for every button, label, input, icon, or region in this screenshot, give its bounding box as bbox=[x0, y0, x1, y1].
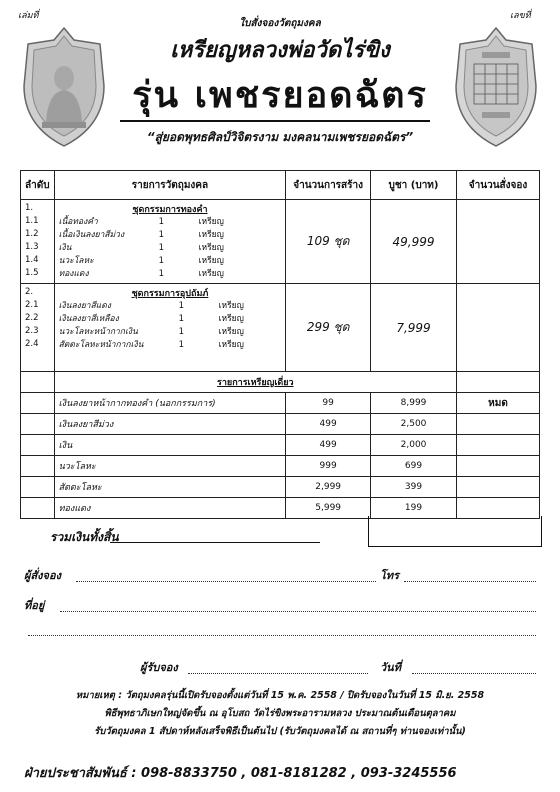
slogan: “สู่ยอดพุทธศิลป์วิจิตรงาม มงคลนามเพชรยอดฉัตร” bbox=[146, 130, 414, 144]
phone-label: โทร bbox=[380, 569, 400, 582]
remark-line-1: หมายเหตุ : วัตถุมงคลรุ่นนี้เปิดรับจองตั้งแต่วันที่ 15 พ.ค. 2558 / ปิดรับจองในวันที่ 15 มิ.ย. 2558 bbox=[75, 690, 485, 701]
contact-phones: ฝ่ายประชาสัมพันธ์ : 098-8833750 , 081-8181282 , 093-3245556 bbox=[24, 766, 457, 781]
order-form-subtitle: ใบสั่งจองวัตถุมงคล bbox=[239, 18, 321, 29]
col-header-price: บูชา (บาท) bbox=[370, 171, 456, 200]
singles-header-row bbox=[21, 372, 540, 393]
set2-qty: 299 ชุด bbox=[286, 284, 371, 372]
col-header-item: รายการวัตถุมงคล bbox=[54, 171, 286, 200]
set2-subno: 2.4 bbox=[25, 339, 39, 349]
serial-number-label: เลขที่ bbox=[510, 11, 531, 21]
page-title: เหรียญหลวงพ่อวัดไร่ขิง bbox=[170, 38, 390, 63]
table-row bbox=[21, 435, 540, 456]
single-qty: 99 bbox=[286, 393, 371, 414]
list-item: เนื้อทองคำ 1 เหรียญ bbox=[58, 217, 224, 227]
single-qty: 5,999 bbox=[286, 498, 371, 519]
col-header-order: จำนวนสั่งจอง bbox=[457, 171, 540, 200]
list-item: เงินลงยาสีเหลือง 1 เหรียญ bbox=[58, 314, 244, 324]
col-header-qty: จำนวนการสร้าง bbox=[286, 171, 371, 200]
set1-subno: 1.1 bbox=[25, 216, 39, 226]
phone-field[interactable] bbox=[404, 580, 536, 582]
set1-price: 49,999 bbox=[370, 200, 456, 284]
col-header-no: ลำดับ bbox=[21, 171, 55, 200]
single-price: 2,500 bbox=[370, 414, 456, 435]
set1-title: ชุดกรรมการทองคำ bbox=[132, 205, 208, 215]
set1-subno: 1.3 bbox=[25, 242, 39, 252]
set1-subno: 1.5 bbox=[25, 268, 39, 278]
single-qty: 499 bbox=[286, 435, 371, 456]
table-row-set2 bbox=[21, 284, 540, 372]
single-order-cell[interactable] bbox=[457, 435, 540, 456]
single-name: นวะโลหะ bbox=[54, 456, 286, 477]
single-name: เงิน bbox=[54, 435, 286, 456]
list-item: นวะโลหะ 1 เหรียญ bbox=[58, 256, 224, 266]
table-row bbox=[21, 393, 540, 414]
orderer-label: ผู้สั่งจอง bbox=[24, 569, 61, 582]
list-item: เนื้อเงินลงยาสีม่วง 1 เหรียญ bbox=[58, 230, 224, 240]
single-price: 199 bbox=[370, 498, 456, 519]
set2-title: ชุดกรรมการอุปถัมภ์ bbox=[131, 289, 209, 299]
single-name: ทองแดง bbox=[54, 498, 286, 519]
set2-no: 2. bbox=[25, 287, 34, 297]
single-name: เงินลงยาหน้ากากทองคำ (นอกกรรมการ) bbox=[54, 393, 286, 414]
edition-title: รุ่น เพชรยอดฉัตร bbox=[132, 75, 428, 116]
set2-numbers bbox=[21, 284, 55, 372]
total-underline bbox=[110, 542, 320, 543]
list-item: สัตตะโลหะหน้ากากเงิน 1 เหรียญ bbox=[58, 340, 244, 350]
remark-line-3: รับวัตถุมงคล 1 สัปดาห์หลังเสร็จพิธีเป็นต้นไป (รับวัตถุมงคลได้ ณ สถานที่ๆ ท่านจองเท่านั้น) bbox=[94, 726, 466, 737]
set2-subno: 2.2 bbox=[25, 313, 39, 323]
address-label: ที่อยู่ bbox=[24, 599, 45, 612]
single-qty: 499 bbox=[286, 414, 371, 435]
set1-no: 1. bbox=[25, 203, 34, 213]
date-label: วันที่ bbox=[380, 661, 401, 674]
date-field[interactable] bbox=[412, 672, 536, 674]
list-item: นวะโลหะหน้ากากเงิน 1 เหรียญ bbox=[58, 327, 244, 337]
book-number-label: เล่มที่ bbox=[18, 11, 39, 21]
single-price: 8,999 bbox=[370, 393, 456, 414]
set2-subno: 2.3 bbox=[25, 326, 39, 336]
list-item: ทองแดง 1 เหรียญ bbox=[58, 269, 224, 279]
single-price: 699 bbox=[370, 456, 456, 477]
single-price: 2,000 bbox=[370, 435, 456, 456]
orderer-field[interactable] bbox=[76, 580, 376, 582]
single-name: เงินลงยาสีม่วง bbox=[54, 414, 286, 435]
set2-price: 7,999 bbox=[370, 284, 456, 372]
set1-order-cell[interactable] bbox=[457, 200, 540, 284]
set1-subno: 1.4 bbox=[25, 255, 39, 265]
address-field-line2[interactable] bbox=[28, 634, 536, 636]
single-order-cell[interactable] bbox=[457, 477, 540, 498]
single-qty: 2,999 bbox=[286, 477, 371, 498]
table-header-row bbox=[21, 171, 540, 200]
sold-out-badge: หมด bbox=[457, 393, 540, 414]
set1-items bbox=[54, 200, 286, 284]
set2-order-cell[interactable] bbox=[457, 284, 540, 372]
list-item: เงินลงยาสีแดง 1 เหรียญ bbox=[58, 301, 244, 311]
table-row-set1 bbox=[21, 200, 540, 284]
list-item: เงิน 1 เหรียญ bbox=[58, 243, 224, 253]
receiver-field[interactable] bbox=[188, 672, 368, 674]
total-label: รวมเงินทั้งสิ้น bbox=[50, 530, 119, 544]
singles-title: รายการเหรียญเดี่ยว bbox=[54, 372, 456, 393]
single-order-cell[interactable] bbox=[457, 456, 540, 477]
set2-subno: 2.1 bbox=[25, 300, 39, 310]
set1-qty: 109 ชุด bbox=[286, 200, 371, 284]
total-amount-box[interactable] bbox=[368, 516, 542, 547]
title-underline bbox=[120, 120, 430, 122]
single-price: 399 bbox=[370, 477, 456, 498]
single-name: สัตตะโลหะ bbox=[54, 477, 286, 498]
set1-subno: 1.2 bbox=[25, 229, 39, 239]
table-row bbox=[21, 456, 540, 477]
table-row bbox=[21, 414, 540, 435]
set1-numbers bbox=[21, 200, 55, 284]
receiver-label: ผู้รับจอง bbox=[140, 661, 178, 674]
remark-line-2: พิธีพุทธาภิเษกใหญ่จัดขึ้น ณ อุโบสถ วัดไร่ขิงพระอารามหลวง ประมาณต้นเดือนตุลาคม bbox=[104, 708, 456, 719]
single-qty: 999 bbox=[286, 456, 371, 477]
set2-items bbox=[54, 284, 286, 372]
order-table bbox=[20, 170, 540, 519]
single-order-cell[interactable] bbox=[457, 414, 540, 435]
address-field[interactable] bbox=[60, 610, 536, 612]
table-row bbox=[21, 477, 540, 498]
